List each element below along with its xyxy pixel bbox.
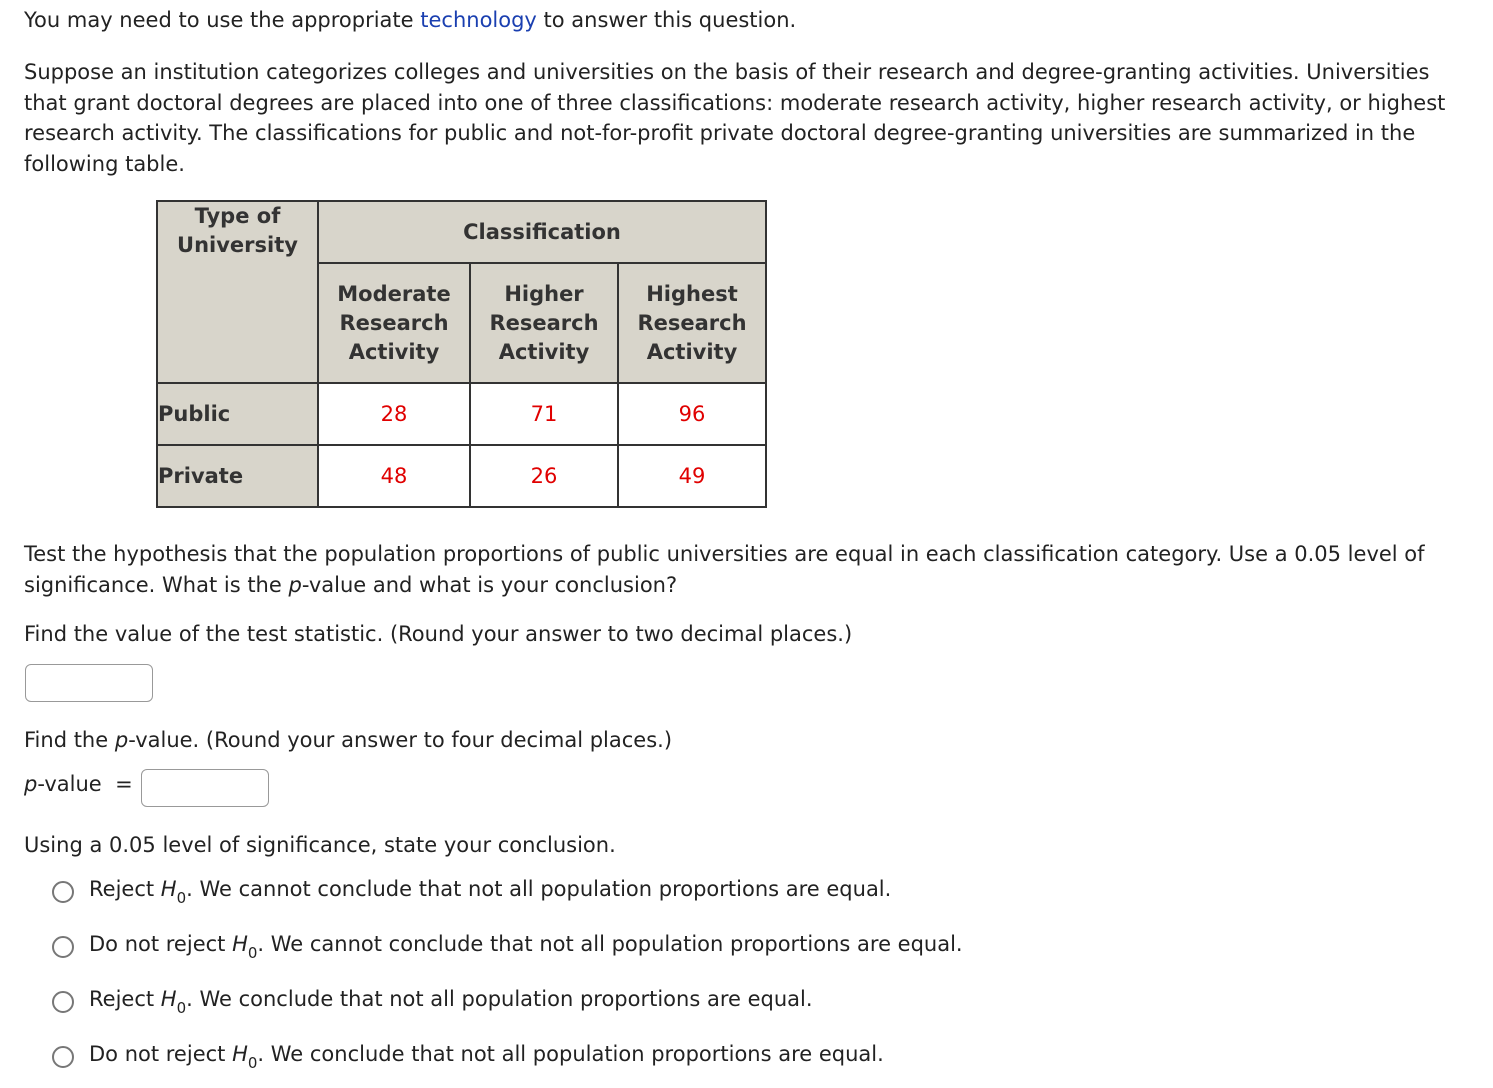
problem-paragraph: Suppose an institution categorizes colleges and universities on the basis of their research and degree-granting activities. Universities that grant doctoral degrees are placed into one of three classifications: moderate research activity, higher research activity, or highest research activity. The classifications for public and not-for-profit private doctoral degree-granting universities are summarized in the following table. (24, 60, 1446, 176)
col-header-moderate (318, 263, 470, 383)
find-p-p: p (114, 728, 129, 752)
conclusion-option-3[interactable] (52, 987, 813, 1017)
option-sub: 0 (176, 889, 187, 907)
test-after: -value and what is your conclusion? (301, 572, 678, 597)
radio-button[interactable] (52, 991, 74, 1013)
classification-header: Classification (318, 201, 766, 263)
intro-before: You may need to use the appropriate (24, 8, 421, 32)
col-header-line: Moderate (337, 281, 451, 306)
option-pre: Do not reject (89, 932, 233, 956)
option-h: H (160, 877, 177, 901)
option-label (89, 877, 891, 907)
col-header-line: Research (489, 310, 599, 335)
classification-table (156, 200, 767, 508)
cell-public-higher: 71 (470, 383, 618, 445)
option-h: H (160, 987, 177, 1011)
test-statistic-input[interactable] (25, 664, 153, 702)
row-header-public: Public (157, 383, 318, 445)
cell-public-moderate: 28 (318, 383, 470, 445)
find-p-after: -value. (Round your answer to four decimal places.) (128, 728, 673, 752)
radio-button[interactable] (52, 936, 74, 958)
option-post: . We conclude that not all population proportions are equal. (186, 987, 813, 1011)
conclusion-option-2[interactable] (52, 932, 963, 962)
conclusion-option-4[interactable] (52, 1042, 884, 1072)
col-header-line: Higher (504, 281, 584, 306)
pvalue-p: p (24, 772, 38, 796)
cell-public-highest: 96 (618, 383, 766, 445)
col-header-highest (618, 263, 766, 383)
option-post: . We cannot conclude that not all population proportions are equal. (186, 877, 892, 901)
option-h: H (232, 932, 248, 956)
col-header-line: Research (637, 310, 747, 335)
option-h: H (232, 1042, 248, 1066)
p-value-label (24, 772, 133, 796)
conclusion-option-1[interactable] (52, 877, 891, 907)
row-header-private: Private (157, 445, 318, 507)
option-label (89, 987, 813, 1017)
radio-button[interactable] (52, 881, 74, 903)
col-header-line: Activity (646, 339, 738, 364)
table-row (157, 445, 766, 507)
type-of-university-header (157, 201, 318, 383)
find-p-before: Find the (24, 728, 115, 752)
col-header-line: Highest (646, 281, 738, 306)
option-sub: 0 (247, 1054, 258, 1072)
option-label (89, 932, 963, 962)
hypothesis-prompt (24, 539, 1484, 600)
intro-after: to answer this question. (536, 8, 797, 32)
intro-text (24, 5, 796, 35)
option-sub: 0 (247, 944, 258, 962)
option-sub: 0 (176, 999, 187, 1017)
test-statistic-prompt: Find the value of the test statistic. (Round your answer to two decimal places.) (24, 622, 853, 646)
table-row (157, 383, 766, 445)
cell-private-moderate: 48 (318, 445, 470, 507)
conclusion-prompt: Using a 0.05 level of significance, state your conclusion. (24, 833, 616, 857)
col-header-line: Research (339, 310, 449, 335)
option-pre: Reject (89, 987, 161, 1011)
option-pre: Reject (89, 877, 161, 901)
test-before: Test the hypothesis that the population proportions of public universities are equal in each classification category. Use a 0.05 level of significance. What is the (24, 542, 1425, 597)
option-label (89, 1042, 884, 1072)
col-header-line: Activity (348, 339, 440, 364)
option-post: . We conclude that not all population proportions are equal. (257, 1042, 884, 1066)
cell-private-highest: 49 (618, 445, 766, 507)
type-header-line1: Type of (194, 204, 281, 228)
option-post: . We cannot conclude that not all population proportions are equal. (257, 932, 963, 956)
p-value-input[interactable] (141, 769, 269, 807)
col-header-line: Activity (498, 339, 590, 364)
option-pre: Do not reject (89, 1042, 233, 1066)
test-p: p (288, 572, 302, 597)
cell-private-higher: 26 (470, 445, 618, 507)
technology-link[interactable]: technology (420, 8, 537, 32)
type-header-line2: University (177, 233, 298, 257)
radio-button[interactable] (52, 1046, 74, 1068)
pvalue-rest: -value = (37, 772, 133, 796)
col-header-higher (470, 263, 618, 383)
p-value-prompt (24, 728, 672, 752)
